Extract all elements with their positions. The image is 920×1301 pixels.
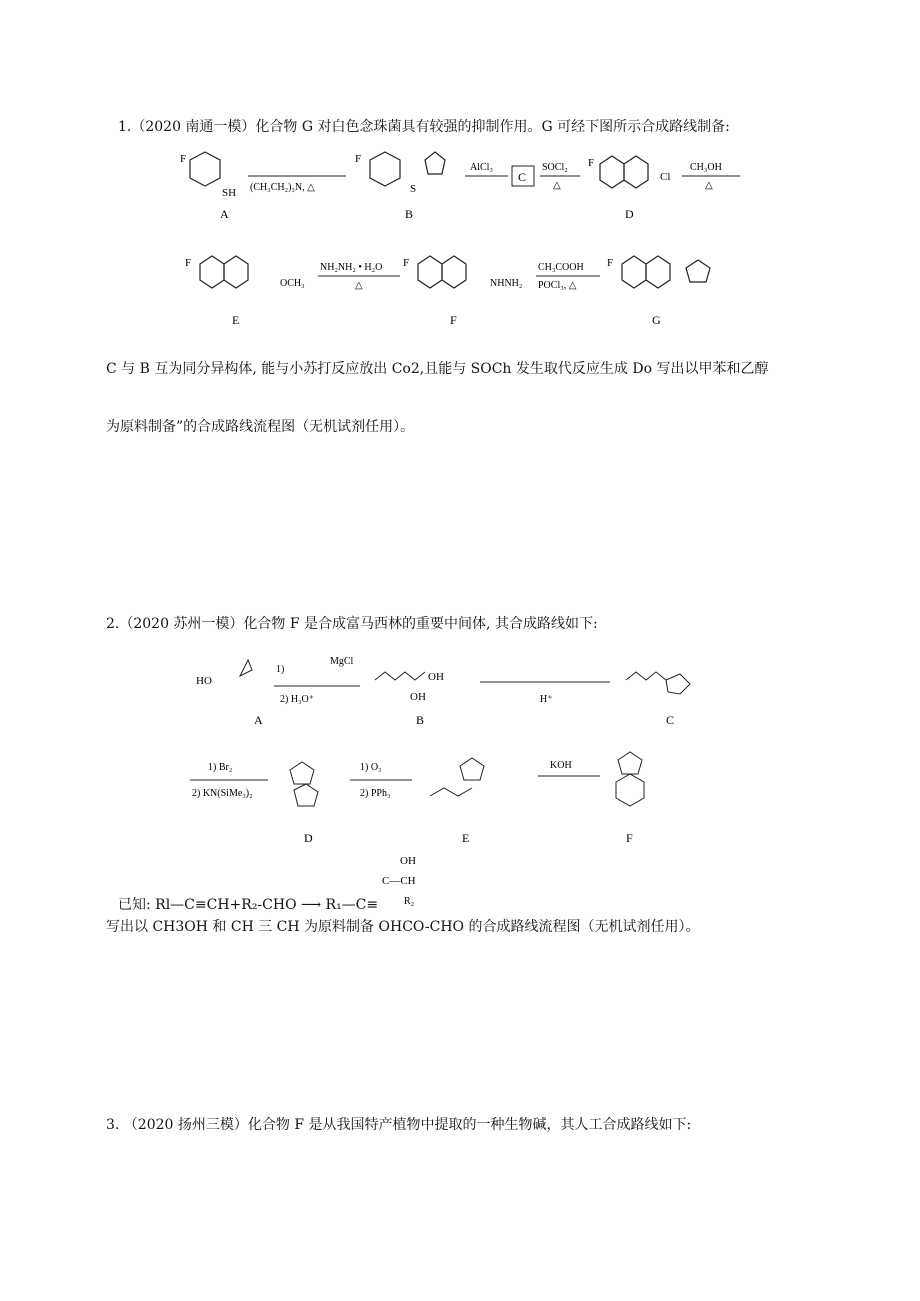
svg-text:OH: OH bbox=[400, 855, 416, 867]
q1-reagent-2: AlCl₃ bbox=[470, 162, 493, 173]
q2-structure-c bbox=[626, 672, 690, 694]
question-2-title: 2.（2020 苏州一模）化合物 F 是合成富马西林的重要中间体, 其合成路线如下: bbox=[106, 616, 598, 632]
question-2-known: 已知: Rl—C≡CH+R₂-CHO ⟶ R₁—C≡ bbox=[118, 897, 379, 913]
q1-structure-e bbox=[185, 256, 305, 289]
svg-text:F: F bbox=[607, 257, 614, 269]
q2-structure-a bbox=[196, 660, 252, 687]
q2-label-d: D bbox=[304, 831, 313, 845]
q1-reagent-4-top: CH₃OH bbox=[690, 162, 722, 173]
q1-label-e: E bbox=[232, 313, 240, 327]
q1-label-c: C bbox=[518, 170, 527, 184]
q1-label-a: A bbox=[220, 207, 229, 221]
q1-structure-b bbox=[355, 152, 445, 195]
q2-label-c: C bbox=[666, 713, 675, 727]
q2-label-b: B bbox=[416, 713, 425, 727]
svg-text:C—CH: C—CH bbox=[382, 875, 416, 887]
q1-reagent-5-top: NH₂NH₂ • H₂O bbox=[320, 262, 383, 273]
q1-reagent-3-top: SOCl₂ bbox=[542, 162, 568, 173]
q2-reagent-2: H⁺ bbox=[540, 694, 553, 705]
q1-reagent-6-top: CH₃COOH bbox=[538, 262, 584, 273]
svg-text:F: F bbox=[403, 257, 410, 269]
q2-synthesis-scheme bbox=[190, 630, 750, 850]
q1-label-f: F bbox=[450, 313, 457, 327]
q1-synthesis-scheme bbox=[160, 140, 760, 330]
svg-text:Cl: Cl bbox=[660, 171, 671, 183]
svg-text:F: F bbox=[355, 153, 362, 165]
q2-label-a: A bbox=[254, 713, 263, 727]
question-1-text-2: 为原料制备”的合成路线流程图（无机试剂任用）。 bbox=[106, 419, 415, 435]
svg-text:HO: HO bbox=[196, 675, 212, 687]
question-3-title: 3. （2020 扬州三模）化合物 F 是从我国特产植物中提取的一种生物碱，其人工合成路线如下: bbox=[106, 1117, 692, 1133]
q2-structure-d bbox=[290, 762, 318, 806]
q1-reagent-4-bot: △ bbox=[705, 180, 713, 191]
q2-reagent-1c: 2) H₃O⁺ bbox=[280, 694, 315, 705]
q1-label-b: B bbox=[405, 207, 414, 221]
svg-text:OH: OH bbox=[428, 671, 444, 683]
svg-text:NHNH₂: NHNH₂ bbox=[490, 278, 523, 289]
q2-reagent-3a: 1) Br₂ bbox=[208, 762, 233, 773]
question-2-text: 写出以 CH3OH 和 CH 三 CH 为原料制备 OHCO-CHO 的合成路线流程图（无机试剂任用）。 bbox=[106, 919, 700, 935]
q1-structure-f bbox=[403, 256, 522, 289]
q2-label-e: E bbox=[462, 831, 470, 845]
q2-reagent-4b: 2) PPh₃ bbox=[360, 788, 391, 799]
q2-label-f: F bbox=[626, 831, 633, 845]
svg-text:SH: SH bbox=[222, 187, 237, 199]
svg-text:R₂: R₂ bbox=[404, 896, 415, 907]
q1-reagent-1: (CH₃CH₂)₃N, △ bbox=[250, 182, 315, 193]
q1-structure-a bbox=[180, 152, 236, 199]
q1-label-d: D bbox=[625, 207, 634, 221]
q1-structure-g bbox=[607, 256, 710, 288]
q1-reagent-6-bot: POCl₃, △ bbox=[538, 280, 577, 291]
q2-reagent-4a: 1) O₃ bbox=[360, 762, 382, 773]
question-1-text-1: C 与 B 互为同分异构体, 能与小苏打反应放出 Co2,且能与 SOCh 发生取代反应生成 Do 写出以甲苯和乙醇 bbox=[106, 361, 769, 377]
q1-reagent-3-bot: △ bbox=[553, 180, 561, 191]
q2-structure-b bbox=[375, 671, 444, 703]
q1-structure-d bbox=[588, 156, 670, 188]
q1-label-g: G bbox=[652, 313, 661, 327]
svg-text:S: S bbox=[410, 183, 417, 195]
q2-reagent-1a: 1) bbox=[276, 664, 285, 675]
q2-structure-e bbox=[430, 758, 484, 796]
q1-reagent-5-bot: △ bbox=[355, 280, 363, 291]
svg-text:F: F bbox=[185, 257, 192, 269]
svg-text:F: F bbox=[180, 153, 187, 165]
q2-structure-f bbox=[616, 752, 644, 806]
q2-reagent-5: KOH bbox=[550, 760, 572, 771]
svg-text:OH: OH bbox=[410, 691, 426, 703]
svg-text:F: F bbox=[588, 157, 595, 169]
q2-reagent-3b: 2) KN(SiMe₃)₂ bbox=[192, 788, 253, 799]
q2-reagent-1b: MgCl bbox=[330, 656, 354, 667]
svg-text:OCH₃: OCH₃ bbox=[280, 278, 305, 289]
q2-known-structure bbox=[280, 852, 480, 908]
question-1-title: 1.（2020 南通一模）化合物 G 对白色念珠菌具有较强的抑制作用。G 可经下图所示合成路线制备: bbox=[118, 119, 730, 135]
